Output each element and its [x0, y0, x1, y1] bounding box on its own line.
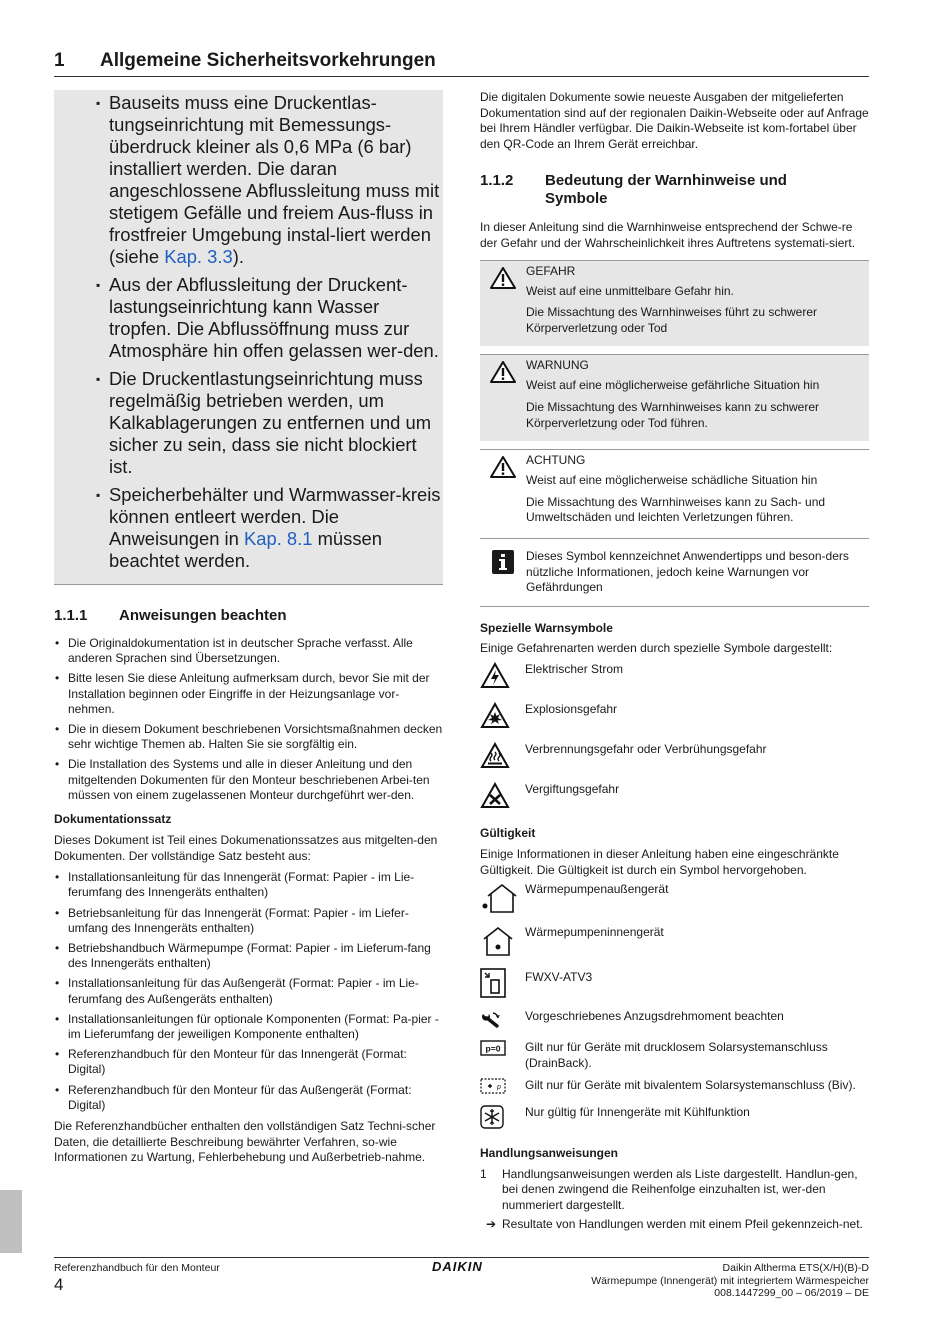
result-text: Resultate von Handlungen werden mit einem Pfeil gekennzeich-net.	[502, 1217, 863, 1232]
explosion-hazard-icon	[480, 702, 510, 729]
chapter-number: 1	[54, 50, 65, 71]
info-text: Dieses Symbol kennzeichnet Anwendertipps und beson-ders nützliche Informationen, jedoch keine Warnungen vor Gefährdungen	[526, 548, 849, 595]
highlight-item: ▪ Bauseits muss eine Druckentlas-tungseinrichtung mit Bemessungs-überdruck kleiner als 0,6 MPa (6 bar) installiert werden. Die daran angeschlossene Abflussleitung muss mit stetigem Gefälle und freiem Aus-fluss in frostfreier Umgebung instal-liert werden (siehe Kap. 3.3).	[109, 92, 443, 268]
warning-triangle-icon	[489, 360, 517, 384]
warnings-intro: In dieser Anleitung sind die Warnhinweise entsprechend der Schwe-re der Gefahr und der Wahrscheinlichkeit ihres Auftretens systemati-siert.	[480, 220, 856, 250]
symbol-row-electric: Elektrischer Strom	[480, 662, 869, 694]
warning-title: ACHTUNG	[526, 453, 586, 468]
validity-row-fwxv: FWXV-ATV3	[480, 968, 869, 1003]
outdoor-unit-icon	[480, 882, 520, 914]
list-item: • Betriebshandbuch Wärmepumpe (Format: Papier - im Lieferum-fang des Innengeräts enthalten)	[68, 941, 443, 971]
list-item: • Referenzhandbuch für den Monteur für das Außengerät (Format: Digital)	[68, 1083, 443, 1113]
daikin-logo: DAIKIN	[432, 1259, 483, 1274]
warning-block-warnung: WARNUNG Weist auf eine möglicherweise gefährliche Situation hin Die Missachtung des Warnhinweises kann zu schwerer Körperverletzung oder Tod führen.	[480, 354, 869, 441]
wrench-torque-icon	[480, 1009, 502, 1029]
section-heading-1-1-2: 1.1.2 Bedeutung der Warnhinweise und Symbole	[480, 172, 787, 208]
section-heading-1-1-1: 1.1.1 Anweisungen beachten	[54, 607, 287, 624]
result-line	[480, 1217, 869, 1233]
list-item: • Die Originaldokumentation ist in deutscher Sprache verfasst. Alle anderen Sprachen sind Übersetzungen.	[68, 636, 443, 666]
list-item: • Installationsanleitungen für optionale Komponenten (Format: Pa-pier - im Lieferumfang der jeweiligen Komponente enthalten)	[68, 1012, 443, 1042]
list-item: • Installationsanleitung für das Innengerät (Format: Papier - im Lie-ferumfang des Innengeräts enthalten)	[68, 870, 443, 900]
action-heading: Handlungsanweisungen	[480, 1145, 619, 1160]
warning-block-gefahr: GEFAHR Weist auf eine unmittelbare Gefahr hin. Die Missachtung des Warnhinweises führt zu schwerer Körperverletzung oder Tod	[480, 260, 869, 347]
footer-doc-type: Referenzhandbuch für den Monteur	[54, 1262, 220, 1274]
svg-text:p: p	[497, 1083, 501, 1091]
step-text: Handlungsanweisungen werden als Liste dargestellt. Handlun-gen, bei denen zwingend die Reihenfolge einzuhalten ist, wer-den nummeriert dargestellt.	[502, 1166, 858, 1212]
list-item: • Bitte lesen Sie diese Anleitung aufmerksam durch, bevor Sie mit der Installation beginnen oder Eingriffe in der Heizungsanlage vor-nehmen.	[68, 671, 443, 717]
footer-product-info: Daikin Altherma ETS(X/H)(B)-D Wärmepumpe (Innengerät) mit integriertem Wärmespeicher 008.1447299_00 – 06/2019 – DE	[591, 1262, 869, 1299]
indoor-unit-icon	[480, 925, 520, 957]
chapter-title: Allgemeine Sicherheitsvorkehrungen	[100, 50, 436, 71]
right-column	[480, 90, 869, 1233]
list-item: • Die Installation des Systems und alle in dieser Anleitung und den mitgeltenden Dokumenten für den Monteur beschriebenen Arbei-ten müssen von einem zugelassenen Monteur durchgeführt wer-den.	[68, 757, 443, 803]
doc-set-list	[54, 870, 443, 1113]
page-heading	[54, 50, 436, 72]
electric-hazard-icon	[480, 662, 510, 689]
doc-set-outro: Die Referenzhandbücher enthalten den vollständigen Satz Techni-scher Daten, die detaillierte Beschreibung bewährter Verfahren, so-wie Informationen zu Wartung, Fehlerbehebung und Außerbetrieb-nahme.	[54, 1119, 436, 1165]
step-number: 1	[480, 1166, 487, 1181]
page-number: 4	[54, 1275, 64, 1294]
doc-set-heading: Dokumentationssatz	[54, 812, 172, 827]
validity-row-torque: Vorgeschriebenes Anzugsdrehmoment beachten	[480, 1009, 869, 1034]
highlight-box	[54, 90, 443, 585]
highlight-item: ▪ Speicherbehälter und Warmwasser-kreis können entleert werden. Die Anweisungen in Kap. 8.1 müssen beachtet werden.	[109, 484, 443, 572]
instruction-list	[54, 636, 443, 803]
validity-row-bivalent: p Gilt nur für Geräte mit bivalentem Solarsystemanschluss (Biv).	[480, 1078, 869, 1099]
poison-hazard-icon	[480, 782, 510, 809]
validity-row-outdoor: Wärmepumpenaußengerät	[480, 882, 869, 919]
snowflake-icon	[480, 1105, 504, 1129]
action-step	[480, 1167, 869, 1214]
fan-coil-icon	[480, 968, 506, 998]
list-item: • Referenzhandbuch für den Monteur für das Innengerät (Format: Digital)	[68, 1047, 443, 1077]
doc-set-intro: Dieses Dokument ist Teil eines Dokumenationssatzes aus mitgelten-den Dokumenten. Der vollständige Satz besteht aus:	[54, 833, 438, 863]
warning-block-achtung: ACHTUNG Weist auf eine möglicherweise schädliche Situation hin Die Missachtung des Warnhinweises kann zu Sach- und Umweltschäden und leichten Verletzungen führen.	[480, 449, 869, 536]
warning-triangle-icon	[489, 455, 517, 479]
validity-row-indoor: Wärmepumpeninnengerät	[480, 925, 869, 962]
symbol-row-poison: Vergiftungsgefahr	[480, 782, 869, 814]
validity-row-cooling: Nur gültig für Innengeräte mit Kühlfunktion	[480, 1105, 869, 1134]
ref-link-kap-3-3[interactable]: Kap. 3.3	[164, 246, 233, 267]
symbol-row-explosion: Explosionsgefahr	[480, 702, 869, 734]
hot-surface-icon	[480, 742, 510, 769]
warning-title: WARNUNG	[526, 358, 589, 373]
digital-docs-paragraph: Die digitalen Dokumente sowie neueste Ausgaben der mitgelieferten Dokumentation sind auf der regionalen Daikin-Webseite oder auf Anfrage bei Ihrem Händler verfügbar. Die Daikin-Webseite ist kom-fortabel über den QR-Code an Ihrem Gerät erreichbar.	[480, 90, 869, 151]
validity-heading: Gültigkeit	[480, 826, 536, 841]
validity-intro: Einige Informationen in dieser Anleitung haben eine eingeschränkte Gültigkeit. Die Gültigkeit ist durch ein Symbol hervorgehoben.	[480, 847, 839, 877]
drainback-icon	[480, 1040, 506, 1056]
chapter-tab	[0, 1190, 22, 1253]
left-column	[54, 90, 443, 1166]
info-icon	[491, 549, 515, 575]
validity-row-drainback: p=0 Gilt nur für Geräte mit drucklosem Solarsystemanschluss (DrainBack).	[480, 1040, 869, 1071]
arrow-right-icon: ➔	[485, 1217, 497, 1232]
info-block	[480, 538, 869, 607]
ref-link-kap-8-1[interactable]: Kap. 8.1	[243, 528, 313, 549]
footer-rule	[54, 1257, 869, 1258]
highlight-list	[54, 92, 443, 572]
drainback-label: p=0	[485, 1043, 501, 1054]
special-symbols-intro: Einige Gefahrenarten werden durch spezielle Symbole dargestellt:	[480, 640, 833, 655]
list-item: • Betriebsanleitung für das Innengerät (Format: Papier - im Liefer-umfang des Innengeräts enthalten)	[68, 906, 443, 936]
warning-title: GEFAHR	[526, 263, 576, 278]
list-item: • Installationsanleitung für das Außengerät (Format: Papier - im Lie-ferumfang des Außengeräts enthalten)	[68, 976, 443, 1006]
warning-triangle-icon	[489, 266, 517, 290]
symbol-row-burn: Verbrennungsgefahr oder Verbrühungsgefahr	[480, 742, 869, 774]
highlight-item: ▪ Die Druckentlastungseinrichtung muss regelmäßig betrieben werden, um Kalkablagerungen zu entfernen und um sicher zu sein, dass sie nicht blockiert ist.	[109, 368, 443, 478]
highlight-item: ▪ Aus der Abflussleitung der Druckent-lastungseinrichtung kann Wasser tropfen. Die Abflussöffnung muss zur Atmosphäre hin offen gelassen wer-den.	[109, 274, 443, 362]
list-item: • Die in diesem Dokument beschriebenen Vorsichtsmaßnahmen decken sehr wichtige Themen ab. Halten Sie sie sorgfältig ein.	[68, 722, 443, 752]
special-symbols-heading: Spezielle Warnsymbole	[480, 620, 613, 635]
header-rule	[54, 76, 869, 77]
bivalent-solar-icon	[480, 1078, 506, 1094]
